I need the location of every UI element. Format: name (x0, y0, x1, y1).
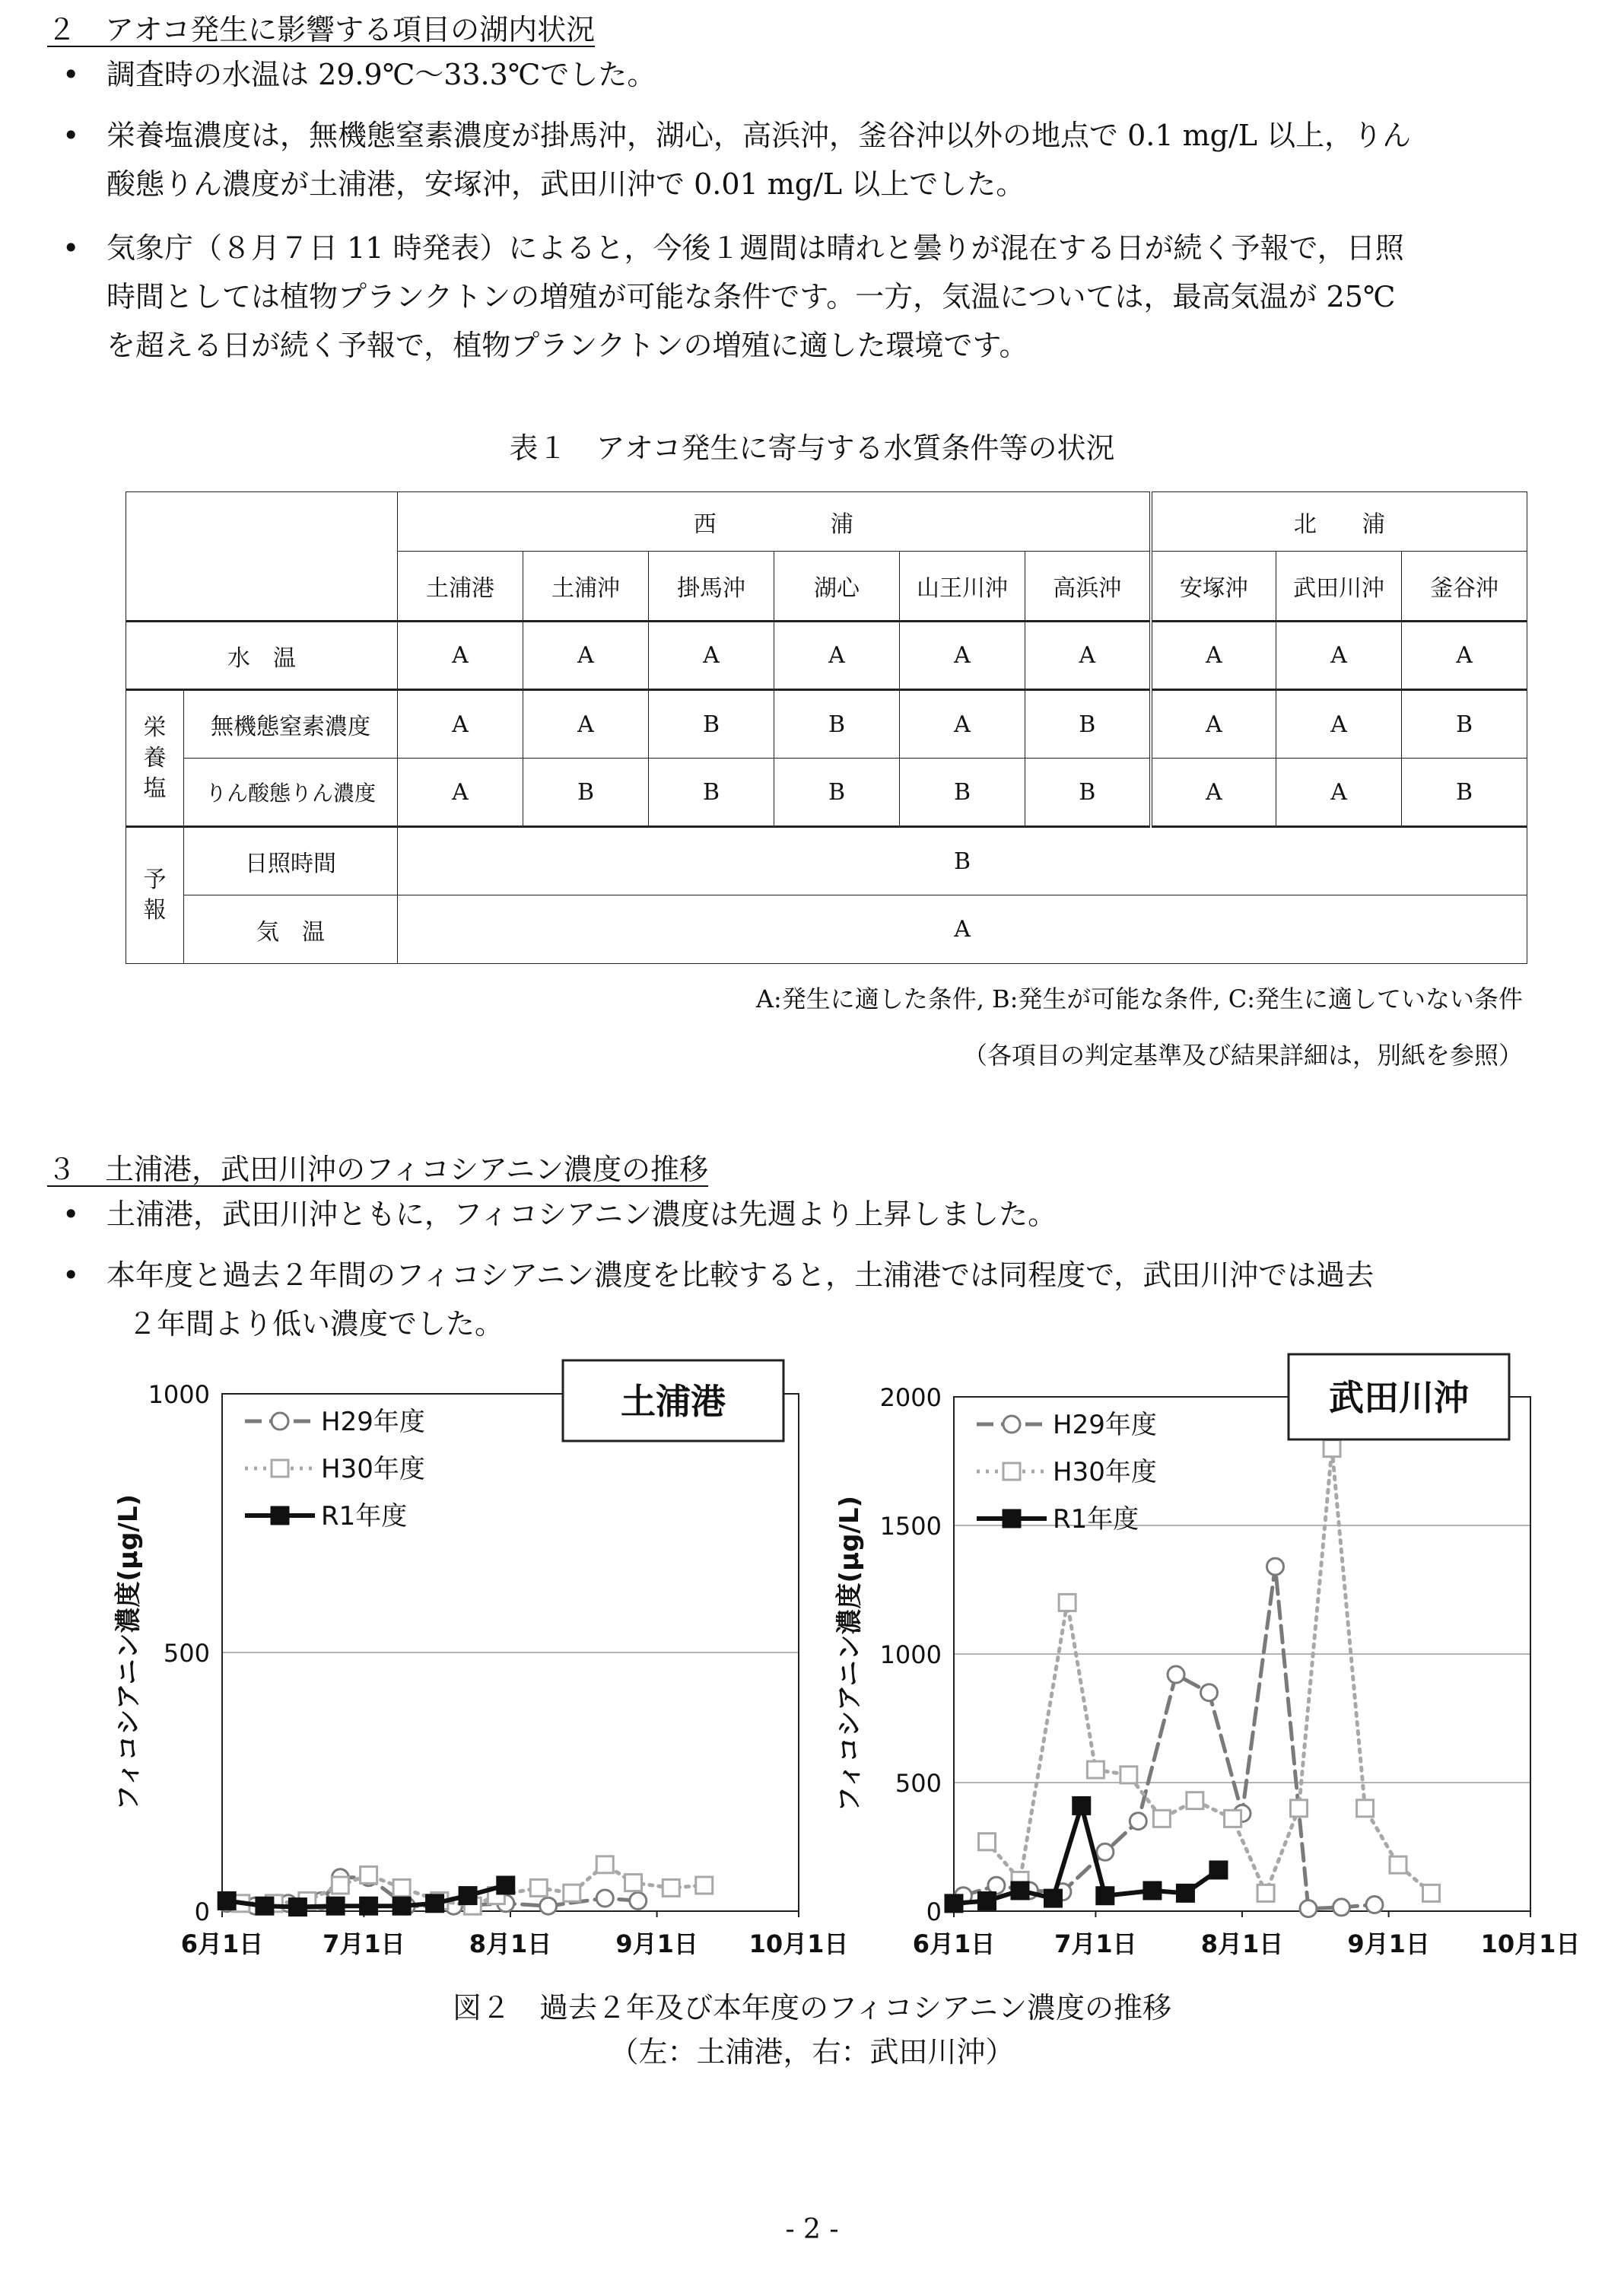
table-cell: B (900, 759, 1025, 827)
table-cell: A (523, 690, 649, 759)
bullet-line: 調査時の水温は 29.9℃～33.3℃でした。 (106, 58, 656, 91)
section3-heading: ３ 土浦港，武田川沖のフィコシアニン濃度の推移 (47, 1153, 709, 1186)
data-point (1366, 1897, 1383, 1913)
station-header: 釜谷沖 (1402, 552, 1527, 622)
station-header: 湖心 (774, 552, 900, 622)
table-cell: A (523, 622, 649, 690)
data-point (1144, 1882, 1161, 1899)
y-tick-label: 0 (194, 1897, 210, 1926)
page-number: - 2 - (785, 2214, 839, 2245)
y-tick-label: 1000 (148, 1380, 210, 1409)
data-point (497, 1877, 514, 1894)
data-point (564, 1885, 580, 1901)
bullet-line: 本年度と過去２年間のフィコシアニン濃度を比較すると，土浦港では同程度で，武田川沖では過去 (106, 1258, 1375, 1292)
chart-title: 武田川沖 (1329, 1377, 1469, 1418)
bullet-line: 気象庁（８月７日 11 時発表）によると，今後１週間は晴れと曇りが混在する日が続く予報で，日照 (106, 231, 1404, 265)
group-label-forecast (126, 827, 184, 964)
bullet-line: 土浦港，武田川沖ともに，フィコシアニン濃度は先週より上昇しました。 (106, 1198, 1057, 1231)
x-tick-label: 6月1日 (180, 1929, 264, 1958)
table-cell: A (1276, 690, 1402, 759)
table-legend-note: A:発生に適した条件, B:発生が可能な条件, C:発生に適していない条件 (755, 984, 1523, 1013)
water-quality-table (126, 491, 1527, 964)
table-cell: A (900, 690, 1025, 759)
bullet-item (62, 50, 1584, 99)
data-point (1333, 1899, 1349, 1916)
legend-marker (1003, 1463, 1020, 1480)
data-point (1357, 1800, 1374, 1817)
data-point (1210, 1862, 1227, 1878)
data-point (393, 1879, 410, 1896)
x-tick-label: 10月1日 (748, 1929, 849, 1958)
data-point (1177, 1885, 1193, 1901)
table-cell: B (1025, 690, 1151, 759)
data-point (218, 1892, 235, 1909)
table-cell: A (774, 622, 900, 690)
data-point (696, 1877, 713, 1894)
legend-label: H30年度 (1053, 1457, 1157, 1487)
legend-marker (272, 1413, 288, 1430)
data-point (1291, 1800, 1308, 1817)
legend-marker (1003, 1510, 1020, 1527)
legend-label: R1年度 (1053, 1504, 1139, 1535)
x-tick-label: 8月1日 (1200, 1929, 1284, 1958)
data-point (1225, 1810, 1241, 1827)
table-cell: A (398, 690, 523, 759)
data-point (596, 1856, 613, 1873)
y-tick-label: 1000 (879, 1640, 942, 1669)
bullet-dot: • (62, 119, 80, 152)
data-point (361, 1866, 377, 1883)
station-header: 山王川沖 (900, 552, 1025, 622)
data-point (1168, 1666, 1184, 1683)
table-cell: A (1276, 622, 1402, 690)
bullet-item (62, 1190, 1584, 1239)
bullet-line: ２年間より低い濃度でした。 (128, 1307, 504, 1341)
bullet-line: 時間としては植物プランクトンの増殖が可能な条件です。一方，気温については，最高気温が 25℃ (106, 280, 1396, 313)
x-tick-label: 10月1日 (1480, 1929, 1581, 1958)
station-header: 土浦沖 (523, 552, 649, 622)
legend-label: H30年度 (321, 1454, 425, 1484)
region-nishiura: 西 浦 (398, 492, 1151, 552)
y-tick-label: 500 (163, 1639, 210, 1668)
table-cell: A (1151, 690, 1276, 759)
data-point (978, 1892, 995, 1909)
y-axis-label: フィコシアニン濃度(μg/L) (113, 1493, 144, 1811)
legend-label: R1年度 (321, 1501, 408, 1532)
section2-heading: ２ アオコ発生に影響する項目の湖内状況 (47, 13, 596, 46)
data-point (1087, 1761, 1104, 1778)
data-point (1130, 1813, 1146, 1830)
data-point (256, 1897, 273, 1914)
bullet-dot: • (62, 231, 80, 265)
data-point (1266, 1558, 1283, 1575)
data-point (625, 1875, 642, 1891)
data-point (530, 1879, 547, 1896)
station-header: 武田川沖 (1276, 552, 1402, 622)
table-cell: A (1151, 622, 1276, 690)
data-point (1300, 1901, 1317, 1917)
table-cell: B (649, 690, 774, 759)
row-label-airtemp: 気 温 (184, 895, 398, 964)
data-point (1324, 1440, 1340, 1457)
table-cell: B (649, 759, 774, 827)
table-cell: A (398, 895, 1527, 964)
table-cell: A (649, 622, 774, 690)
region-kitaura: 北 浦 (1151, 492, 1527, 552)
x-tick-label: 7月1日 (323, 1929, 405, 1958)
bullet-item (62, 1251, 1584, 1348)
bullet-dot: • (62, 1258, 80, 1292)
table-cell: B (1402, 690, 1527, 759)
table-cell: A (1151, 759, 1276, 827)
data-point (978, 1834, 995, 1850)
station-header: 高浜沖 (1025, 552, 1151, 622)
data-point (427, 1895, 443, 1912)
table-cell: A (398, 759, 523, 827)
table-cell: B (398, 827, 1527, 895)
bullet-dot: • (62, 1198, 80, 1231)
table-cell: A (900, 622, 1025, 690)
station-header: 掛馬沖 (649, 552, 774, 622)
row-label-water-temp: 水 温 (126, 622, 398, 690)
figure2-caption: 図２ 過去２年及び本年度のフィコシアニン濃度の推移 (452, 1991, 1172, 2025)
data-point (1044, 1890, 1061, 1907)
y-tick-label: 500 (895, 1769, 942, 1798)
data-point (327, 1897, 344, 1914)
table-cell: B (1025, 759, 1151, 827)
data-point (393, 1897, 410, 1914)
x-tick-label: 9月1日 (615, 1929, 698, 1958)
data-point (1187, 1792, 1203, 1809)
data-point (1153, 1810, 1170, 1827)
data-point (1390, 1856, 1406, 1873)
row-label-nitrogen: 無機態窒素濃度 (184, 690, 398, 759)
data-point (459, 1888, 476, 1904)
data-point (1201, 1684, 1218, 1701)
data-point (1012, 1882, 1028, 1899)
data-point (1097, 1843, 1114, 1860)
table-cell: B (1402, 759, 1527, 827)
data-point (289, 1899, 306, 1916)
table-cell: B (523, 759, 649, 827)
data-point (1423, 1885, 1440, 1901)
table-cell: A (398, 622, 523, 690)
data-point (361, 1897, 377, 1914)
table-cell: B (774, 759, 900, 827)
table1-caption: 表１ アオコ発生に寄与する水質条件等の状況 (509, 431, 1115, 465)
x-tick-label: 9月1日 (1347, 1929, 1430, 1958)
data-point (540, 1897, 557, 1914)
data-point (1120, 1767, 1137, 1783)
table-cell: A (1276, 759, 1402, 827)
bullet-line: 酸態りん濃度が土浦港，安塚沖，武田川沖で 0.01 mg/L 以上でした。 (106, 167, 1025, 201)
bullet-line: を超える日が続く予報で，植物プランクトンの増殖に適した環境です。 (106, 329, 1028, 362)
chart-title: 土浦港 (621, 1381, 726, 1422)
row-label-sunshine: 日照時間 (184, 827, 398, 895)
bullet-item (62, 111, 1584, 208)
data-point (332, 1877, 348, 1894)
corner-cell (126, 492, 398, 622)
x-tick-label: 6月1日 (912, 1929, 996, 1958)
bullet-item (62, 224, 1584, 370)
group-label-text: 栄養塩 (143, 714, 167, 802)
data-point (988, 1877, 1005, 1894)
data-point (663, 1879, 679, 1896)
legend-marker (272, 1507, 288, 1524)
station-header: 安塚沖 (1151, 552, 1276, 622)
data-point (596, 1890, 613, 1907)
y-axis-label: フィコシアニン濃度(μg/L) (834, 1495, 865, 1813)
legend-label: H29年度 (1053, 1410, 1157, 1440)
data-point (1097, 1888, 1114, 1904)
bullet-line: 栄養塩濃度は，無機態窒素濃度が掛馬沖，湖心，高浜沖，釜谷沖以外の地点で 0.1 mg/L 以上，りん (106, 119, 1412, 152)
data-point (1059, 1594, 1076, 1611)
y-tick-label: 0 (926, 1897, 942, 1926)
table-cell: A (1025, 622, 1151, 690)
data-point (1257, 1885, 1274, 1901)
y-tick-label: 2000 (879, 1383, 942, 1412)
data-point (630, 1892, 647, 1909)
x-tick-label: 7月1日 (1054, 1929, 1137, 1958)
data-point (945, 1895, 962, 1912)
table-cell: B (774, 690, 900, 759)
chart-takedagawa-offshore (814, 1354, 1624, 1978)
group-label-text: 予報 (143, 867, 167, 924)
legend-label: H29年度 (321, 1407, 425, 1437)
table-cell: A (1402, 622, 1527, 690)
y-tick-label: 1500 (879, 1512, 942, 1541)
bullet-dot: • (62, 58, 80, 91)
legend-marker (1003, 1416, 1020, 1433)
figure2-subcaption: （左：土浦港，右：武田川沖） (609, 2035, 1015, 2069)
station-header: 土浦港 (398, 552, 523, 622)
chart-tsuchiura-port (0, 1354, 849, 1978)
legend-marker (272, 1460, 288, 1477)
table-reference-note: （各項目の判定基準及び結果詳細は，別紙を参照） (962, 1041, 1523, 1070)
group-label-nutrients (126, 690, 184, 827)
row-label-phosphorus: りん酸態りん濃度 (184, 759, 398, 827)
data-point (1073, 1797, 1090, 1814)
x-tick-label: 8月1日 (469, 1929, 552, 1958)
